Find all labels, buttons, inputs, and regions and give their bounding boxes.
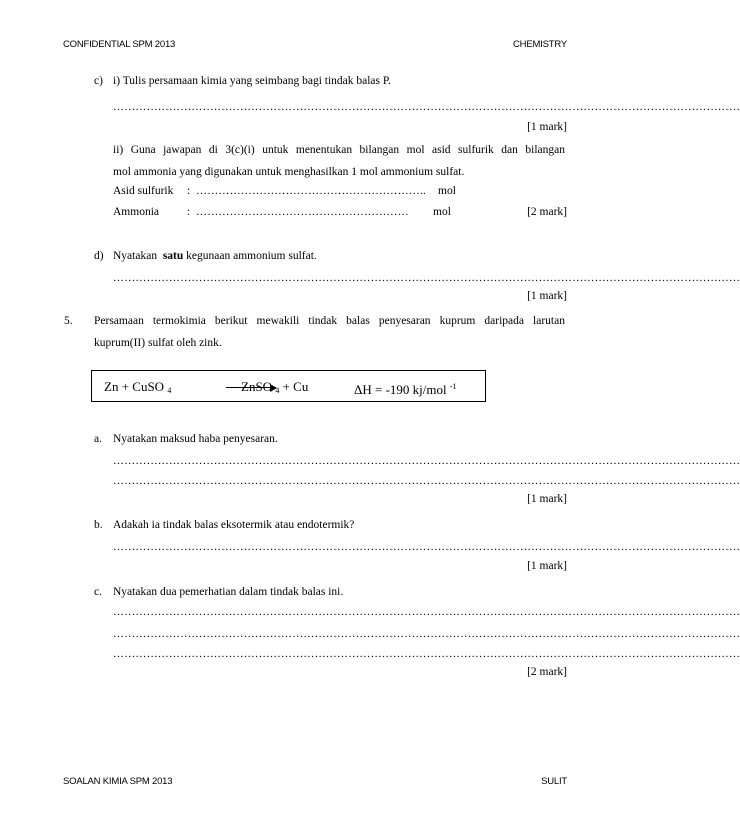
asid-label: Asid sulfurik <box>113 185 174 197</box>
answer-line[interactable]: …………………………………………………………………………………………………………………………………………………… <box>113 606 740 618</box>
q5a-text: Nyatakan maksud haba penyesaran. <box>113 433 278 445</box>
q5-intro-line2: kuprum(II) sulfat oleh zink. <box>94 337 222 349</box>
asid-answer-line[interactable]: …………………………………………………….. <box>196 185 426 197</box>
mark-label: [1 mark] <box>527 493 567 505</box>
q4d-emphasis: satu <box>162 250 184 262</box>
header-right: CHEMISTRY <box>513 39 567 50</box>
q4d-label: d) <box>94 250 104 262</box>
q5c-text: Nyatakan dua pemerhatian dalam tindak balas ini. <box>113 586 344 598</box>
answer-line[interactable]: …………………………………………………………………………………………………………………………………………………… <box>113 101 740 113</box>
q4c-ii-line1: ii) Guna jawapan di 3(c)(i) untuk menentukan bilangan mol asid sulfurik dan bilangan <box>113 144 565 156</box>
footer-right: SULIT <box>541 776 567 787</box>
ammonia-label: Ammonia <box>113 206 159 218</box>
header-left: CONFIDENTIAL SPM 2013 <box>63 39 176 50</box>
q4c-ii-line2: mol ammonia yang digunakan untuk menghasilkan 1 mol ammonium sulfat. <box>113 166 465 178</box>
equation-reactants: Zn + CuSO $_4$ <box>104 379 172 395</box>
equation-products: ZnSO $_4$ + Cu <box>241 379 309 395</box>
q4c-label: c) <box>94 75 103 87</box>
q4c-i-text: i) Tulis persamaan kimia yang seimbang bagi tindak balas P. <box>113 75 391 87</box>
q5c-label: c. <box>94 586 102 598</box>
q4d-text: Nyatakan satu kegunaan ammonium sulfat. <box>113 250 317 262</box>
equation-enthalpy: ΔH = -190 kj/mol $^{-1}$ <box>354 382 457 397</box>
q5-number: 5. <box>64 315 73 327</box>
answer-line[interactable]: …………………………………………………………………………………………………………………………………………………… <box>113 628 740 640</box>
mark-label: [1 mark] <box>527 560 567 572</box>
answer-line[interactable]: …………………………………………………………………………………………………………………………………………………… <box>113 475 740 487</box>
mark-label: [1 mark] <box>527 290 567 302</box>
footer-left: SOALAN KIMIA SPM 2013 <box>63 776 173 787</box>
q5b-label: b. <box>94 519 103 531</box>
mark-label: [2 mark] <box>527 206 567 218</box>
q5b-text: Adakah ia tindak balas eksotermik atau endotermik? <box>113 519 355 531</box>
thermochemical-equation-box <box>91 370 486 402</box>
answer-line[interactable]: …………………………………………………………………………………………………………………………………………………… <box>113 648 740 660</box>
ammonia-colon: : <box>187 206 191 218</box>
q5-intro-line1: Persamaan termokimia berikut mewakili tindak balas penyesaran kuprum daripada larutan <box>94 315 565 327</box>
asid-unit: mol <box>438 185 456 197</box>
mark-label: [2 mark] <box>527 666 567 678</box>
answer-line[interactable]: …………………………………………………………………………………………………………………………………………………… <box>113 455 740 467</box>
mark-label: [1 mark] <box>527 121 567 133</box>
asid-colon: : <box>187 185 191 197</box>
answer-line[interactable]: …………………………………………………………………………………………………………………………………………………… <box>113 272 740 284</box>
ammonia-answer-line[interactable]: ………………………………………………… <box>196 206 409 218</box>
ammonia-unit: mol <box>433 206 451 218</box>
q5a-label: a. <box>94 433 102 445</box>
answer-line[interactable]: …………………………………………………………………………………………………………………………………………………… <box>113 541 740 553</box>
